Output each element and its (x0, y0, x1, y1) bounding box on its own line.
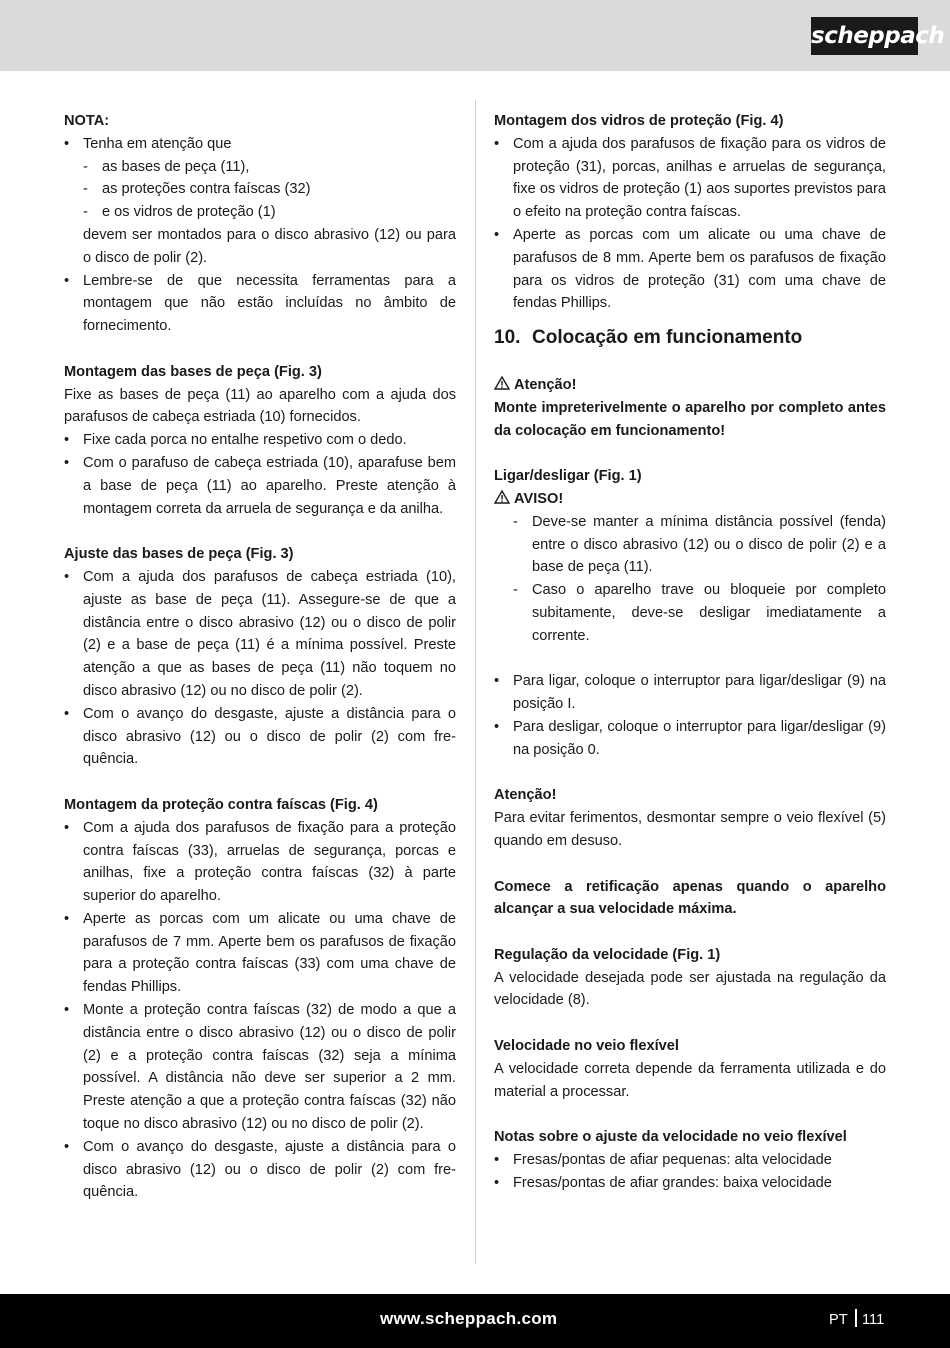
bullet-list (494, 1149, 886, 1195)
language-code: PT (829, 1312, 848, 1328)
list-item: - as bases de peça (11), (64, 156, 456, 179)
website-link[interactable]: www.scheppach.com (380, 1309, 558, 1328)
warning-label: AVISO! (494, 488, 886, 511)
list-item: • Com a ajuda dos parafusos de fixação para a proteção contra faíscas (33), arruelas de segurança, porcas e anilhas, fixe a proteção contra faíscas (32) à parte superior do aparelho. (64, 817, 456, 908)
paragraph: Para evitar ferimentos, desmontar sempre o veio flexível (5) quando em desuso. (494, 810, 886, 849)
section-title: Notas sobre o ajuste da velocidade no veio flexível (494, 1129, 847, 1146)
nota-dash-list (64, 156, 456, 224)
nota-list (64, 133, 456, 156)
list-item: • Fresas/pontas de afiar grandes: baixa velocidade (494, 1172, 886, 1195)
bullet-list (64, 566, 456, 771)
section-title: Montagem da proteção contra faíscas (Fig. 4) (64, 796, 378, 813)
list-item: • Com a ajuda dos parafusos de fixação para os vidros de proteção (31), porcas, anilhas e arruelas de segurança, fixe os vidros de proteção (1) aos suportes previstos para o efeito na proteção contra faíscas. (494, 133, 886, 224)
list-item: - Caso o aparelho trave ou bloqueie por completo subitamente, deve-se desligar imediatamente a corrente. (494, 579, 886, 647)
list-item: • Aperte as porcas com um alicate ou uma chave de parafusos de 8 mm. Aperte bem os parafusos de fixação para os vidros de proteção (31) com uma chave de fendas Phillips. (494, 224, 886, 315)
list-item: • Fresas/pontas de afiar pequenas: alta velocidade (494, 1149, 886, 1172)
page-header (0, 0, 950, 71)
bullet-list (494, 670, 886, 761)
paragraph: A velocidade correta depende da ferramenta utilizada e do material a processar. (494, 1060, 886, 1100)
page-footer (0, 1294, 950, 1348)
section-title: Ajuste das bases de peça (Fig. 3) (64, 546, 294, 563)
bold-note: Comece a retificação apenas quando o aparelho alcançar a sua velocidade máxima. (494, 878, 886, 918)
chapter-number: 10. (494, 327, 521, 349)
bullet-list (64, 429, 456, 520)
nota-title: NOTA: (64, 113, 110, 129)
attention-title: Atenção! (494, 374, 886, 397)
list-item: • Para desligar, coloque o interruptor para ligar/desligar (9) na posição 0. (494, 716, 886, 762)
list-item: • Com o avanço do desgaste, ajuste a distância para o disco abrasivo (12) ou o disco de polir (2) com frequência. (64, 703, 456, 771)
paragraph: A velocidade desejada pode ser ajustada na regulação da velocidade (8). (494, 969, 886, 1009)
warning-icon (494, 490, 510, 504)
list-item: • Para ligar, coloque o interruptor para ligar/desligar (9) na posição I. (494, 670, 886, 716)
section-title: Velocidade no veio flexível (494, 1038, 679, 1055)
nota-list-2 (64, 270, 456, 338)
section-title: Montagem dos vidros de proteção (Fig. 4) (494, 113, 784, 129)
footer-separator (855, 1309, 857, 1327)
section-title: Ligar/desligar (Fig. 1) (494, 468, 642, 485)
page-number: 111 (862, 1312, 885, 1328)
attention-text: Monte impreterivelmente o aparelho por completo antes da colocação em funcionamento! (494, 399, 886, 439)
bullet-list (64, 817, 456, 1205)
nota-continuation: devem ser montados para o disco abrasivo (12) ou para o disco de polir (2). (83, 226, 456, 266)
chapter-title: Colocação em funcionamento (532, 327, 803, 349)
list-item: - e os vidros de proteção (1) (64, 201, 456, 224)
warning-icon (494, 376, 510, 390)
paragraph: Fixe as bases de peça (11) ao aparelho com a ajuda dos parafusos de cabeça estriada (10) fornecidos. (64, 386, 456, 426)
list-item: • Aperte as porcas com um alicate ou uma chave de parafusos de 7 mm. Aperte bem os parafusos de fixação para a proteção contra faíscas (33) com uma chave de fendas Phillips. (64, 908, 456, 999)
list-item: • Lembre-se de que necessita ferramentas para a montagem que não estão incluídas no âmbito de fornecimento. (64, 270, 456, 338)
list-item: - Deve-se manter a mínima distância possível (fenda) entre o disco abrasivo (12) ou o disco de polir (2) e a base de peça (11). (494, 511, 886, 579)
list-item: • Fixe cada porca no entalhe respetivo com o dedo. (64, 429, 456, 452)
list-item: • Tenha em atenção que (64, 133, 456, 156)
list-item: • Com a ajuda dos parafusos de cabeça estriada (10), ajuste as base de peça (11). Assegure-se de que a distância entre o disco abrasivo (12) ou o disco de polir (2) e a base de peça (11) é a mínima possível. Preste atenção a que as bases de peça (11) não toquem no disco abrasivo (12) ou no disco de polir (2). (64, 566, 456, 703)
attention-title: Atenção! (494, 787, 557, 804)
chapter-heading (494, 325, 886, 351)
section-title: Montagem das bases de peça (Fig. 3) (64, 363, 322, 380)
right-column (494, 110, 886, 1195)
brand-logo: scheppach (811, 17, 918, 55)
section-title: Regulação da velocidade (Fig. 1) (494, 946, 721, 963)
dash-list (494, 511, 886, 648)
list-item: • Com o avanço do desgaste, ajuste a distância para o disco abrasivo (12) ou o disco de polir (2) com frequência. (64, 1136, 456, 1204)
list-item: - as proteções contra faíscas (32) (64, 178, 456, 201)
list-item: • Monte a proteção contra faíscas (32) de modo a que a distância entre o disco abrasivo (12) ou o disco de polir (2) e a proteção contra faíscas (32) seja a mínima possível. A distância não deve ser superior a 2 mm. Preste atenção a que a proteção contra faíscas (32) não toque no disco abrasivo (12) ou no disco de polir (2). (64, 999, 456, 1136)
list-item: • Com o parafuso de cabeça estriada (10), aparafuse bem a base de peça (11) ao aparelho. Preste atenção à montagem correta da arruela de segurança e da anilha. (64, 452, 456, 520)
left-column (64, 110, 456, 1204)
bullet-list (494, 133, 886, 315)
column-divider (475, 100, 476, 1264)
